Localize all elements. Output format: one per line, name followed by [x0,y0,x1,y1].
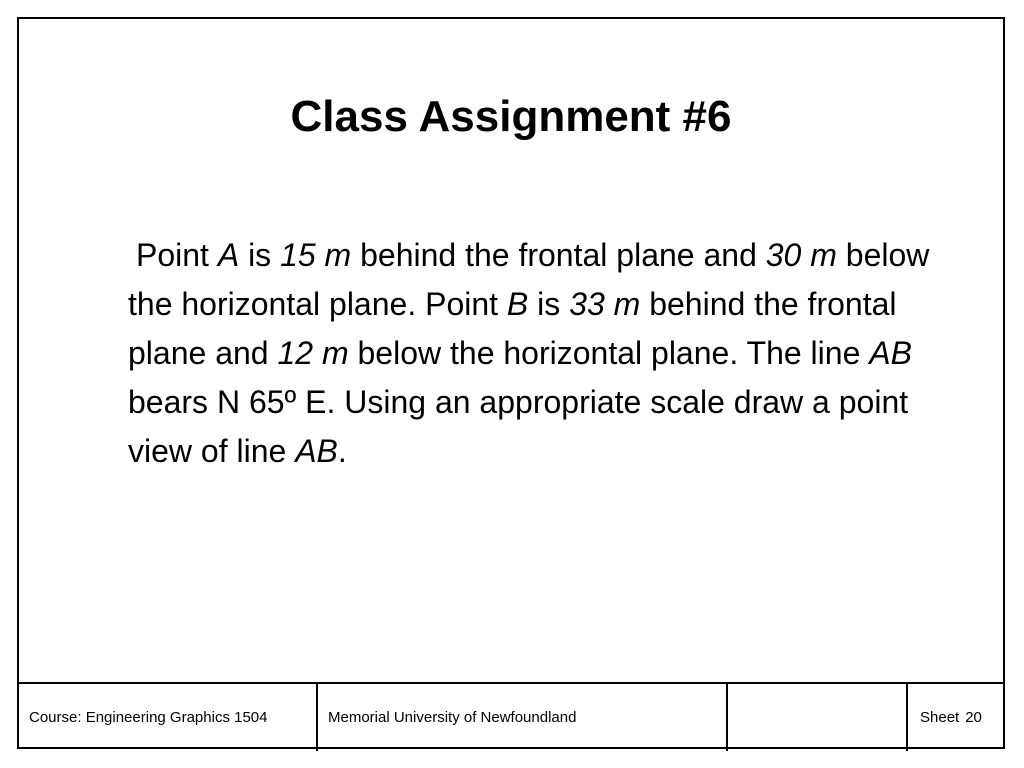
text-italic: AB [295,433,338,469]
text-italic: AB [869,335,912,371]
slide-title: Class Assignment #6 [290,92,732,141]
university-label: Memorial University of Newfoundland [328,709,577,726]
footer-university [318,684,728,751]
text-italic: 30 m [765,237,837,273]
text-segment: below the horizontal plane. The line [348,335,870,371]
text-segment: is [239,237,281,273]
text-segment: Point [136,237,218,273]
text-segment: behind the frontal plane and [351,237,766,273]
sheet-label: Sheet [920,709,960,726]
slide-frame [17,17,1005,749]
text-italic: 12 m [277,335,349,371]
course-label: Course: Engineering Graphics 1504 [29,709,268,726]
text-segment: . [337,433,347,469]
text-italic: A [217,237,240,273]
footer-course [19,684,318,751]
text-segment: bears N 65º E. Using an appropriate scale draw a point view of line [128,384,909,469]
footer-sheet [908,684,1003,751]
text-segment: below the horizontal plane. Point [128,237,930,322]
text-segment: is [528,286,570,322]
footer-bar [19,682,1003,751]
footer-empty-cell [728,684,908,751]
assignment-text [128,231,948,476]
text-italic: 15 m [280,237,352,273]
text-italic: B [506,286,529,322]
text-italic: 33 m [569,286,641,322]
text-segment: behind the frontal plane and [128,286,897,371]
sheet-number: 20 [965,709,982,726]
